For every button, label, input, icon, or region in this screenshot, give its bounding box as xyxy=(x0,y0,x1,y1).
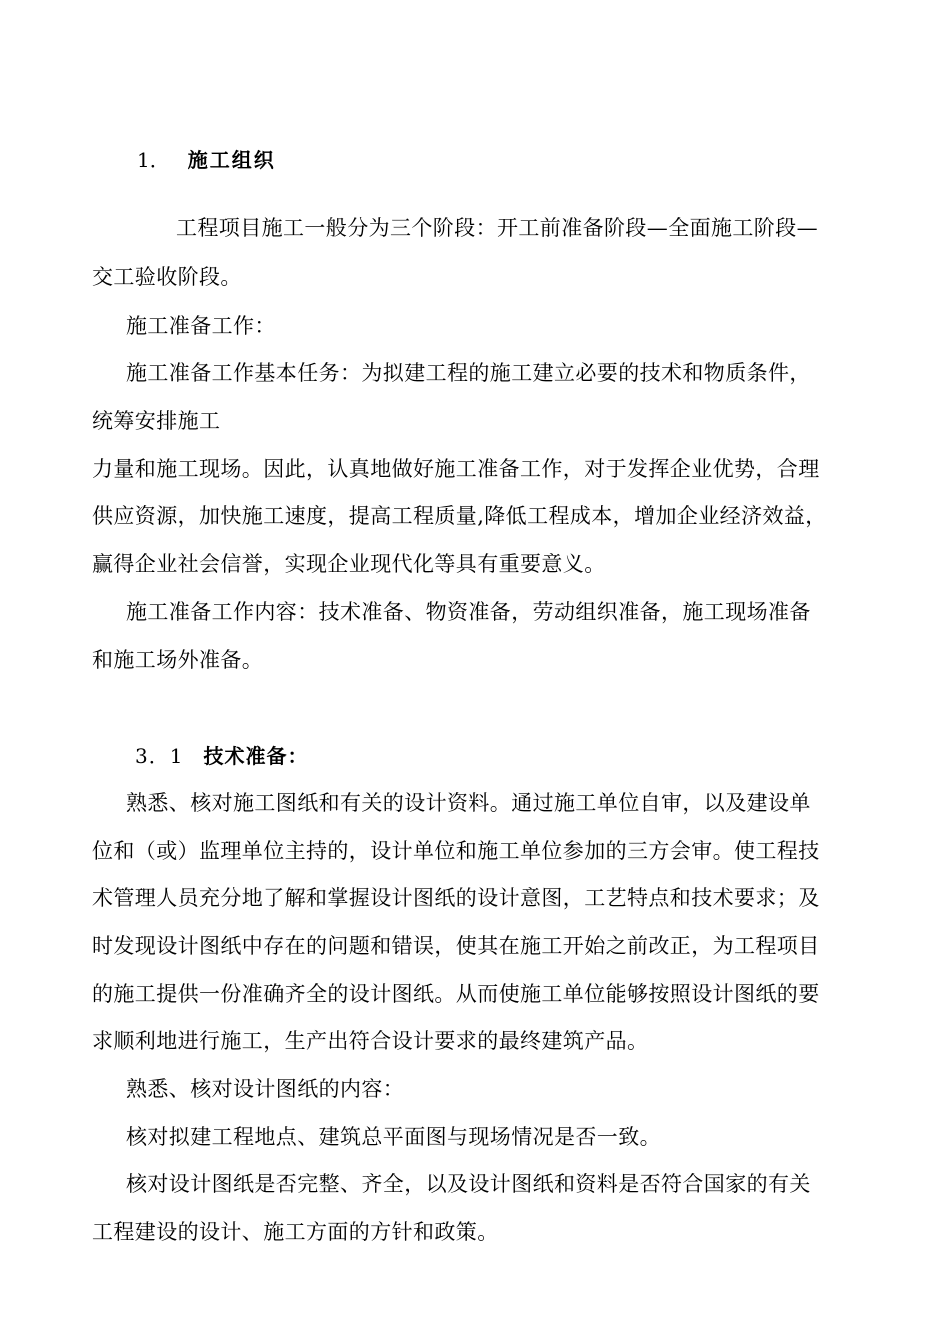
paragraph-label: 熟悉、核对设计图纸的内容： xyxy=(126,1077,405,1101)
paragraph-line: 供应资源，加快施工速度，提高工程质量,降低工程成本，增加企业经济效益， xyxy=(92,504,827,528)
paragraph-line: 施工准备工作基本任务：为拟建工程的施工建立必要的技术和物质条件， xyxy=(126,361,811,385)
paragraph-line: 交工验收阶段。 xyxy=(92,265,242,289)
section-heading-3-1 xyxy=(135,742,308,770)
paragraph-line: 位和（或）监理单位主持的，设计单位和施工单位参加的三方会审。使工程技 xyxy=(92,839,820,863)
paragraph-line: 的施工提供一份准确齐全的设计图纸。从而使施工单位能够按照设计图纸的要 xyxy=(92,982,820,1006)
section-number: 3．1 xyxy=(135,744,184,768)
paragraph-line: 核对拟建工程地点、建筑总平面图与现场情况是否一致。 xyxy=(126,1125,661,1149)
section-number: 1． xyxy=(137,148,170,172)
paragraph-line: 熟悉、核对施工图纸和有关的设计资料。通过施工单位自审，以及建设单 xyxy=(126,791,811,815)
paragraph-line: 赢得企业社会信誉，实现企业现代化等具有重要意义。 xyxy=(92,552,606,576)
section-title: 技术准备： xyxy=(203,744,309,768)
section-title: 施工组织 xyxy=(187,148,276,172)
paragraph-line: 力量和施工现场。因此，认真地做好施工准备工作，对于发挥企业优势，合理 xyxy=(92,457,820,481)
paragraph-line: 统筹安排施工 xyxy=(92,409,221,433)
paragraph-line: 工程建设的设计、施工方面的方针和政策。 xyxy=(92,1220,499,1244)
paragraph-label: 施工准备工作： xyxy=(126,314,276,338)
paragraph-line: 时发现设计图纸中存在的问题和错误，使其在施工开始之前改正，为工程项目 xyxy=(92,934,820,958)
paragraph-line: 工程项目施工一般分为三个阶段：开工前准备阶段—全面施工阶段— xyxy=(176,216,818,240)
paragraph-line: 和施工场外准备。 xyxy=(92,648,264,672)
paragraph-line: 术管理人员充分地了解和掌握设计图纸的设计意图，工艺特点和技术要求；及 xyxy=(92,886,820,910)
paragraph-line: 施工准备工作内容：技术准备、物资准备，劳动组织准备，施工现场准备 xyxy=(126,600,811,624)
paragraph-line: 核对设计图纸是否完整、齐全，以及设计图纸和资料是否符合国家的有关 xyxy=(126,1172,811,1196)
section-heading-1 xyxy=(137,146,276,174)
paragraph-line: 求顺利地进行施工，生产出符合设计要求的最终建筑产品。 xyxy=(92,1029,649,1053)
